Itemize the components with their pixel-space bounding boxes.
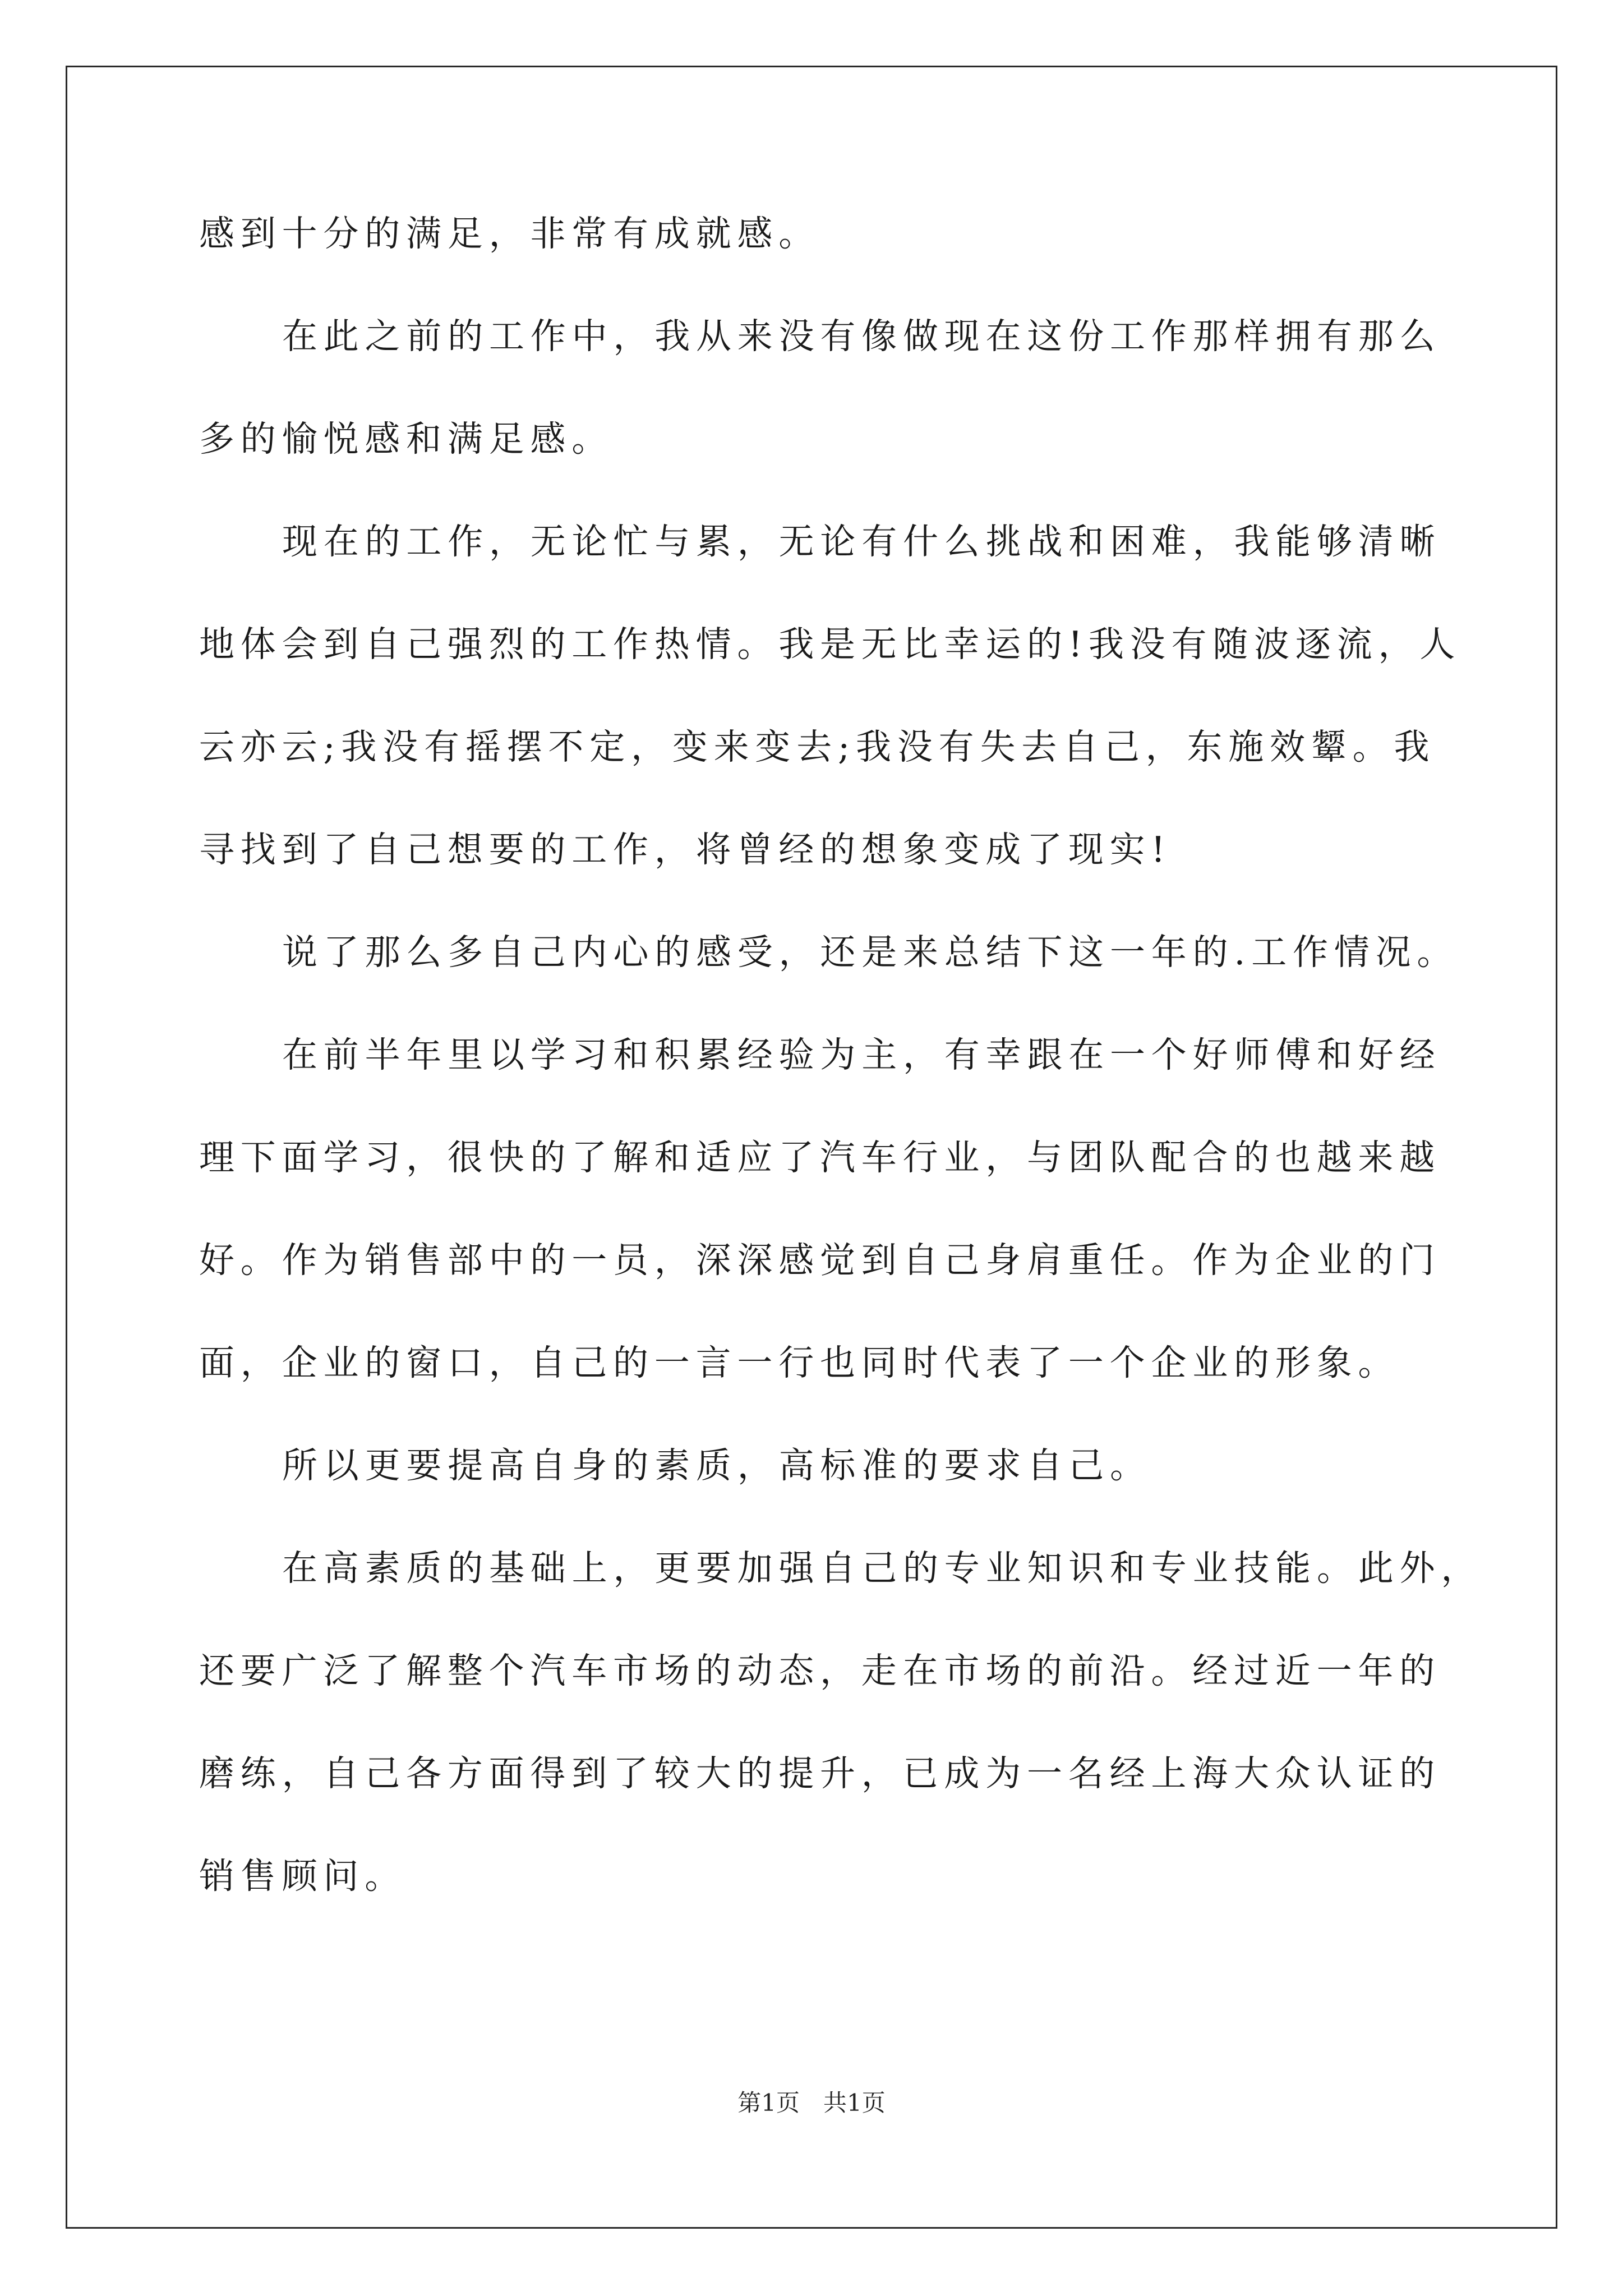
paragraph-line: 所以更要提高自身的素质，高标准的要求自己。 [282,1445,1151,1486]
paragraph-line: 现在的工作，无论忙与累，无论有什么挑战和困难，我能够清晰 [282,521,1441,562]
paragraph-line: 在此之前的工作中，我从来没有像做现在这份工作那样拥有那么 [282,316,1441,357]
paragraph-line: 还要广泛了解整个汽车市场的动态，走在市场的前沿。经过近一年的 [199,1650,1441,1691]
paragraph-line: 云亦云;我没有摇摆不定，变来变去;我没有失去自己，东施效颦。我 [199,726,1436,767]
paragraph-line: 说了那么多自己内心的感受，还是来总结下这一年的.工作情况。 [282,932,1459,973]
paragraph-line: 在高素质的基础上，更要加强自己的专业知识和专业技能。此外， [282,1548,1483,1589]
paragraph-line: 面，企业的窗口，自己的一言一行也同时代表了一个企业的形象。 [199,1342,1400,1383]
paragraph-line: 多的愉悦感和满足感。 [199,418,613,459]
paragraph-line: 寻找到了自己想要的工作，将曾经的想象变成了现实! [199,829,1172,870]
page-number-footer: 第1页 共1页 [737,2089,886,2116]
paragraph-line: 地体会到自己强烈的工作热情。我是无比幸运的!我没有随波逐流，人 [199,624,1461,665]
paragraph-line: 理下面学习，很快的了解和适应了汽车行业，与团队配合的也越来越 [199,1137,1441,1178]
paragraph-line: 磨练，自己各方面得到了较大的提升，已成为一名经上海大众认证的 [199,1753,1441,1794]
document-body [199,213,1483,1961]
paragraph-line: 感到十分的满足，非常有成就感。 [199,213,820,254]
paragraph-line: 好。作为销售部中的一员，深深感觉到自己身肩重任。作为企业的门 [199,1240,1441,1281]
paragraph-line: 销售顾问。 [199,1856,406,1897]
paragraph-line: 在前半年里以学习和积累经验为主，有幸跟在一个好师傅和好经 [282,1034,1441,1075]
